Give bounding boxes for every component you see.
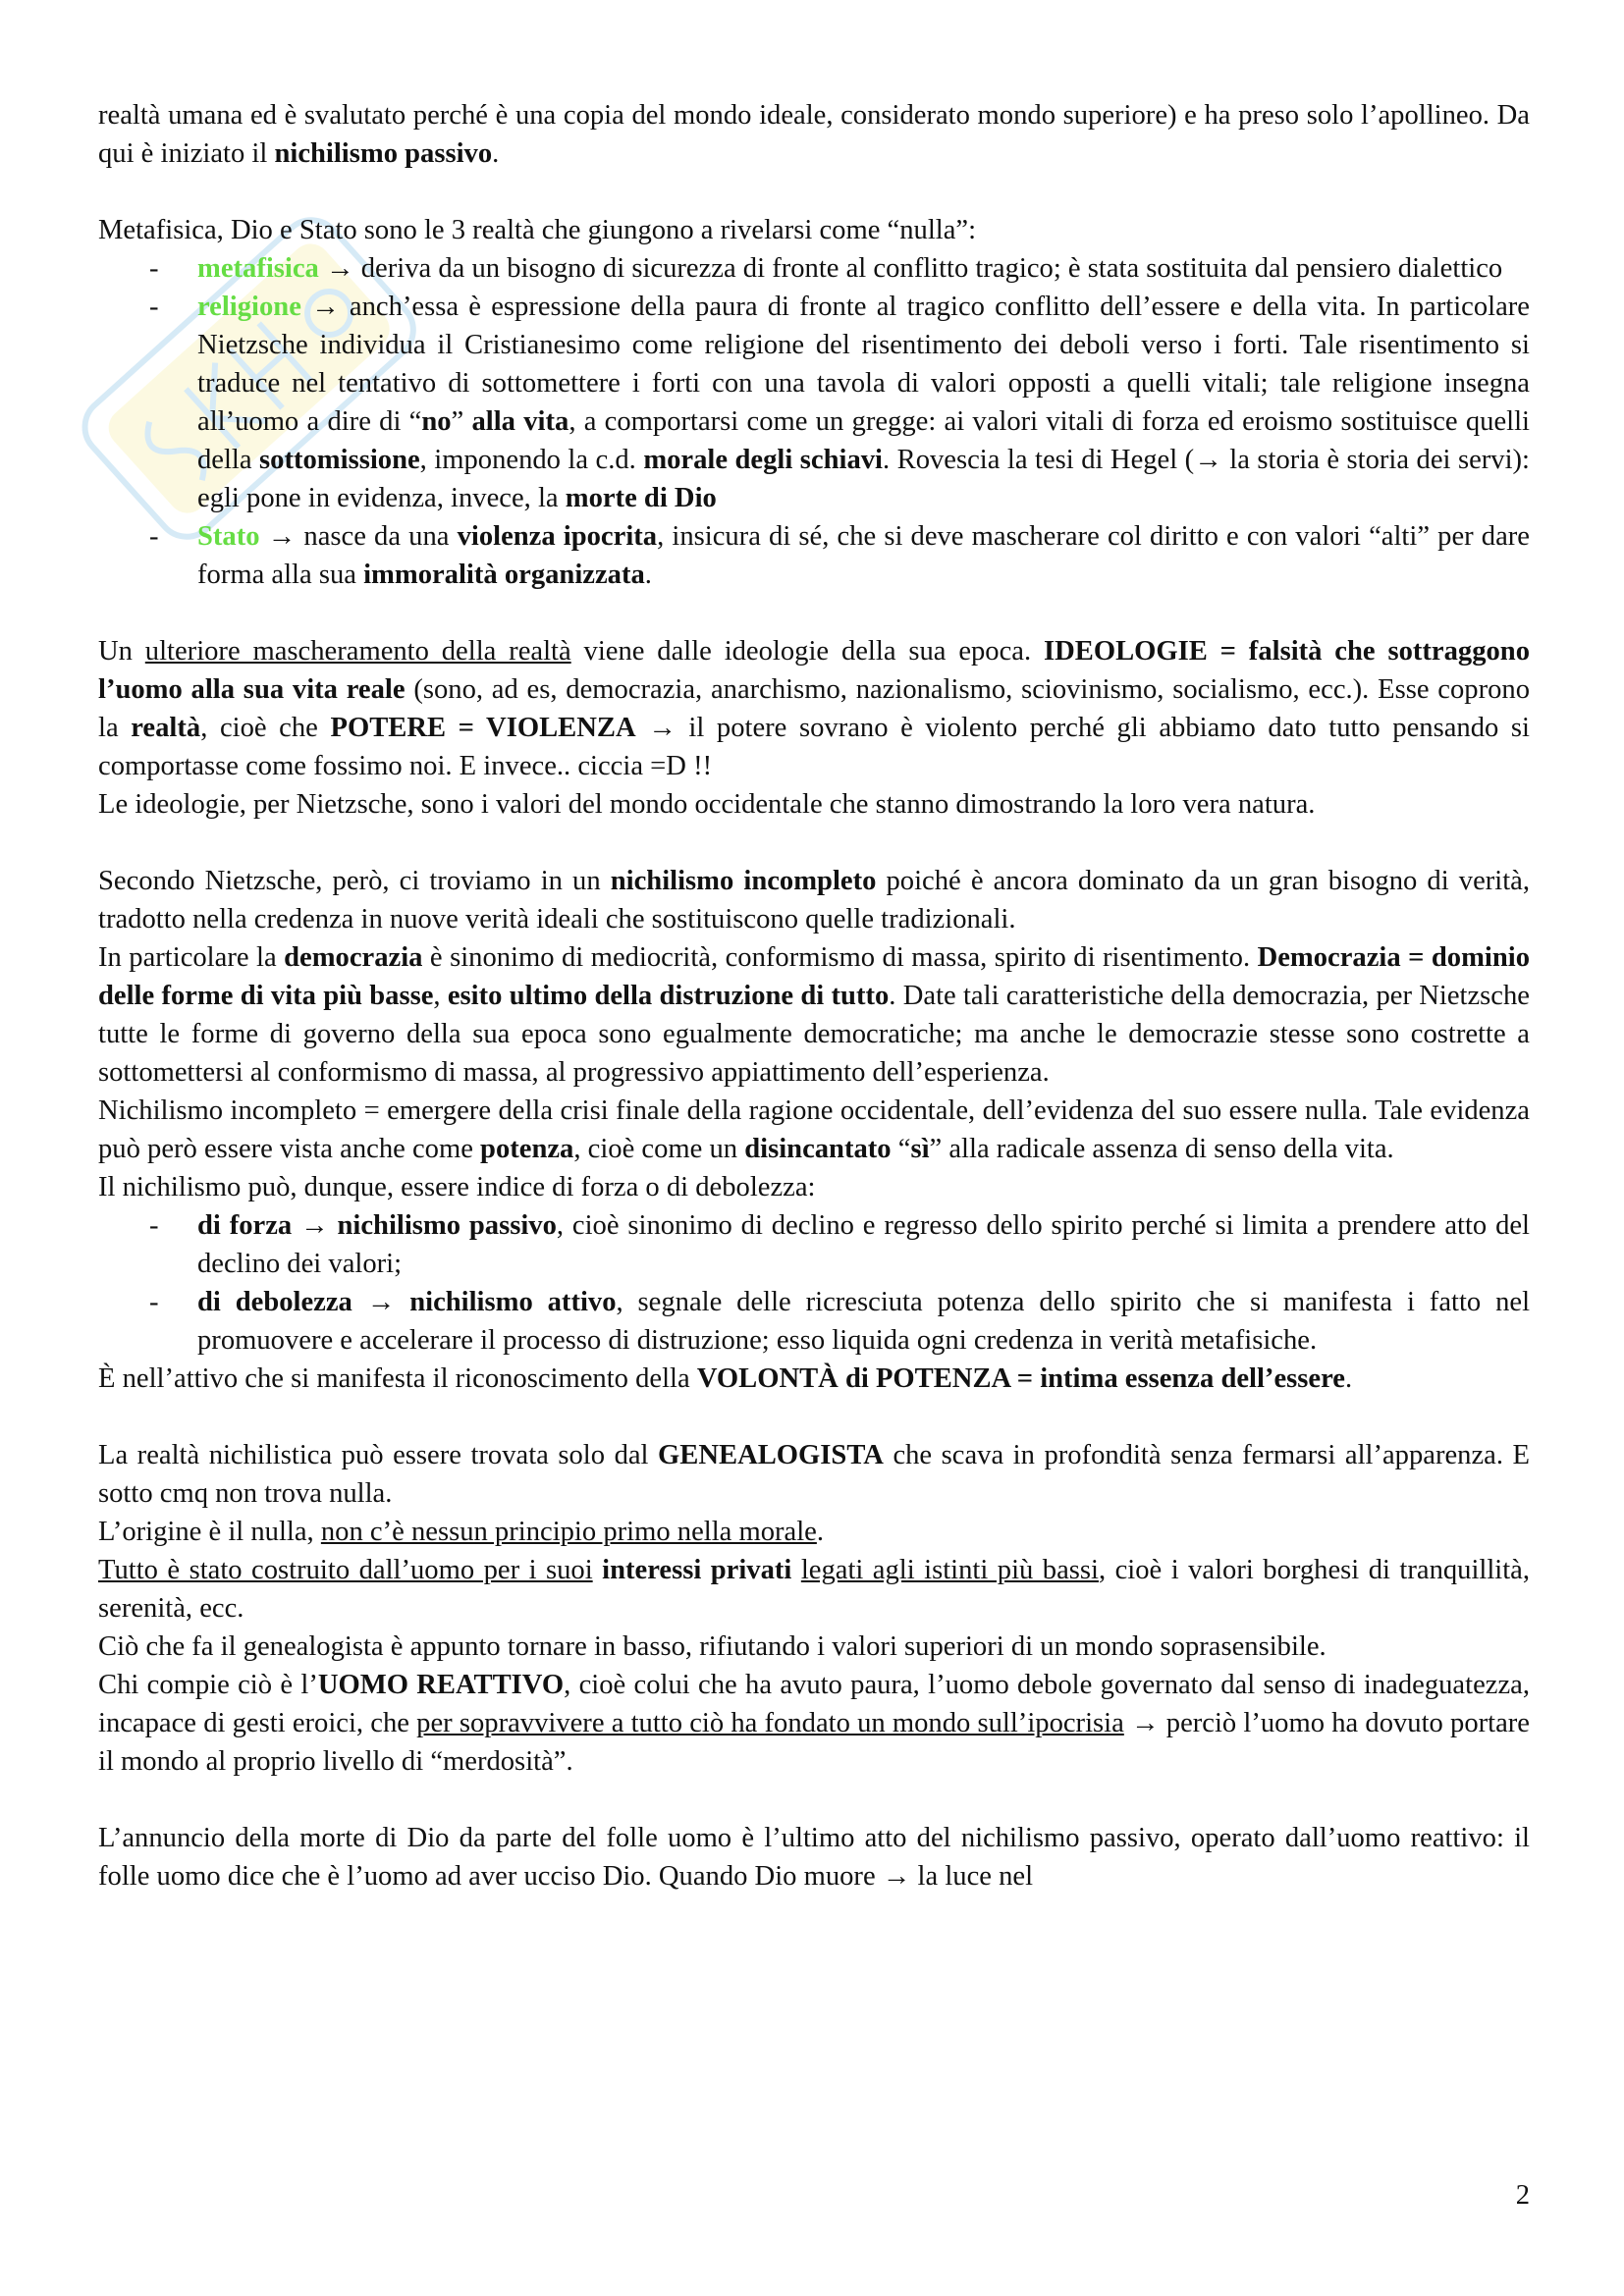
paragraph: realtà umana ed è svalutato perché è una copia del mondo ideale, considerato mondo superiore) e ha preso solo l’apollineo. Da qui è iniziato il nichilismo passivo. [98, 100, 1530, 169]
paragraph: Metafisica, Dio e Stato sono le 3 realtà che giungono a rivelarsi come “nulla”: [98, 215, 977, 245]
list-item: - di forza → nichilismo passivo, cioè sinonimo di declino e regresso dello spirito perché si limita a prendere atto del declino dei valori; [98, 1206, 1530, 1283]
paragraph: È nell’attivo che si manifesta il riconoscimento della VOLONTÀ di POTENZA = intima essenza dell’essere. [98, 1363, 1353, 1394]
paragraph: L’annuncio della morte di Dio da parte del folle uomo è l’ultimo atto del nichilismo passivo, operato dall’uomo reattivo: il folle uomo dice che è l’uomo ad aver ucciso Dio. Quando Dio muore → la luce nel [98, 1823, 1530, 1892]
document-body [98, 96, 1530, 1896]
paragraph: Tutto è stato costruito dall’uomo per i suoi interessi privati legati agli istinti più bassi, cioè i valori borghesi di tranquillità, serenità, ecc. [98, 1555, 1531, 1624]
list-three-realities [98, 249, 1530, 594]
paragraph: Nichilismo incompleto = emergere della crisi finale della ragione occidentale, dell’evidenza del suo essere nulla. Tale evidenza può però essere vista anche come potenza, cioè come un disincantato “sì” alla radicale assenza di senso della vita. [98, 1095, 1530, 1164]
paragraph: Un ulteriore mascheramento della realtà viene dalle ideologie della sua epoca. IDEOLOGIE = falsità che sottraggono l’uomo alla sua vita reale (sono, ad es, democrazia, anarchismo, nazionalismo, sciovinismo, socialismo, ecc.). Esse coprono la realtà, cioè che POTERE = VIOLENZA → il potere sovrano è violento perché gli abbiamo dato tutto pensando si comportasse come fossimo noi. E invece.. ciccia =D !! [98, 636, 1530, 781]
list-item: - religione → anch’essa è espressione della paura di fronte al tragico conflitto dell’essere e della vita. In particolare Nietzsche individua il Cristianesimo come religione del risentimento dei deboli verso i forti. Tale risentimento si traduce nel tentativo di sottomettere i forti con una tavola di valori opposti a quelli vitali; tale religione insegna all’uomo a dire di “no” alla vita, a comportarsi come un gregge: ai valori vitali di forza ed eroismo sostituisce quelli della sottomissione, imponendo la c.d. morale degli schiavi. Rovescia la tesi di Hegel (→ la storia è storia dei servi): egli pone in evidenza, invece, la morte di Dio [98, 288, 1530, 517]
paragraph: L’origine è il nulla, non c’è nessun principio primo nella morale. [98, 1517, 825, 1547]
paragraph: La realtà nichilistica può essere trovata solo dal GENEALOGISTA che scava in profondità senza fermarsi all’apparenza. E sotto cmq non trova nulla. [98, 1440, 1530, 1509]
paragraph: Secondo Nietzsche, però, ci troviamo in un nichilismo incompleto poiché è ancora dominato da un gran bisogno di verità, tradotto nella credenza in nuove verità ideali che sostituiscono quelle tradizionali. [98, 866, 1531, 934]
page-number: 2 [1515, 2180, 1530, 2211]
list-nihilism-types [98, 1206, 1530, 1360]
paragraph: Le ideologie, per Nietzsche, sono i valori del mondo occidentale che stanno dimostrando la loro vera natura. [98, 789, 1316, 820]
list-item: - di debolezza → nichilismo attivo, segnale delle ricresciuta potenza dello spirito che si manifesta i fatto nel promuovere e accelerare il processo di distruzione; esso liquida ogni credenza in verità metafisiche. [98, 1283, 1530, 1360]
paragraph: In particolare la democrazia è sinonimo di mediocrità, conformismo di massa, spirito di risentimento. Democrazia = dominio delle forme di vita più basse, esito ultimo della distruzione di tutto. Date tali caratteristiche della democrazia, per Nietzsche tutte le forme di governo della sua epoca sono egualmente democratiche; ma anche le democrazie stesse sono costrette a sottomettersi al conformismo di massa, al progressivo appiattimento dell’esperienza. [98, 942, 1530, 1088]
paragraph: Il nichilismo può, dunque, essere indice di forza o di debolezza: [98, 1172, 816, 1202]
paragraph: Chi compie ciò è l’UOMO REATTIVO, cioè colui che ha avuto paura, l’uomo debole governato dal senso di inadeguatezza, incapace di gesti eroici, che per sopravvivere a tutto ciò ha fondato un mondo sull’ipocrisia → perciò l’uomo ha dovuto portare il mondo al proprio livello di “merdosità”. [98, 1670, 1530, 1777]
list-item: - Stato → nasce da una violenza ipocrita, insicura di sé, che si deve mascherare col diritto e con valori “alti” per dare forma alla sua immoralità organizzata. [98, 517, 1530, 594]
list-item: - metafisica → deriva da un bisogno di sicurezza di fronte al conflitto tragico; è stata sostituita dal pensiero dialettico [98, 249, 1530, 288]
paragraph: Ciò che fa il genealogista è appunto tornare in basso, rifiutando i valori superiori di un mondo soprasensibile. [98, 1631, 1326, 1662]
